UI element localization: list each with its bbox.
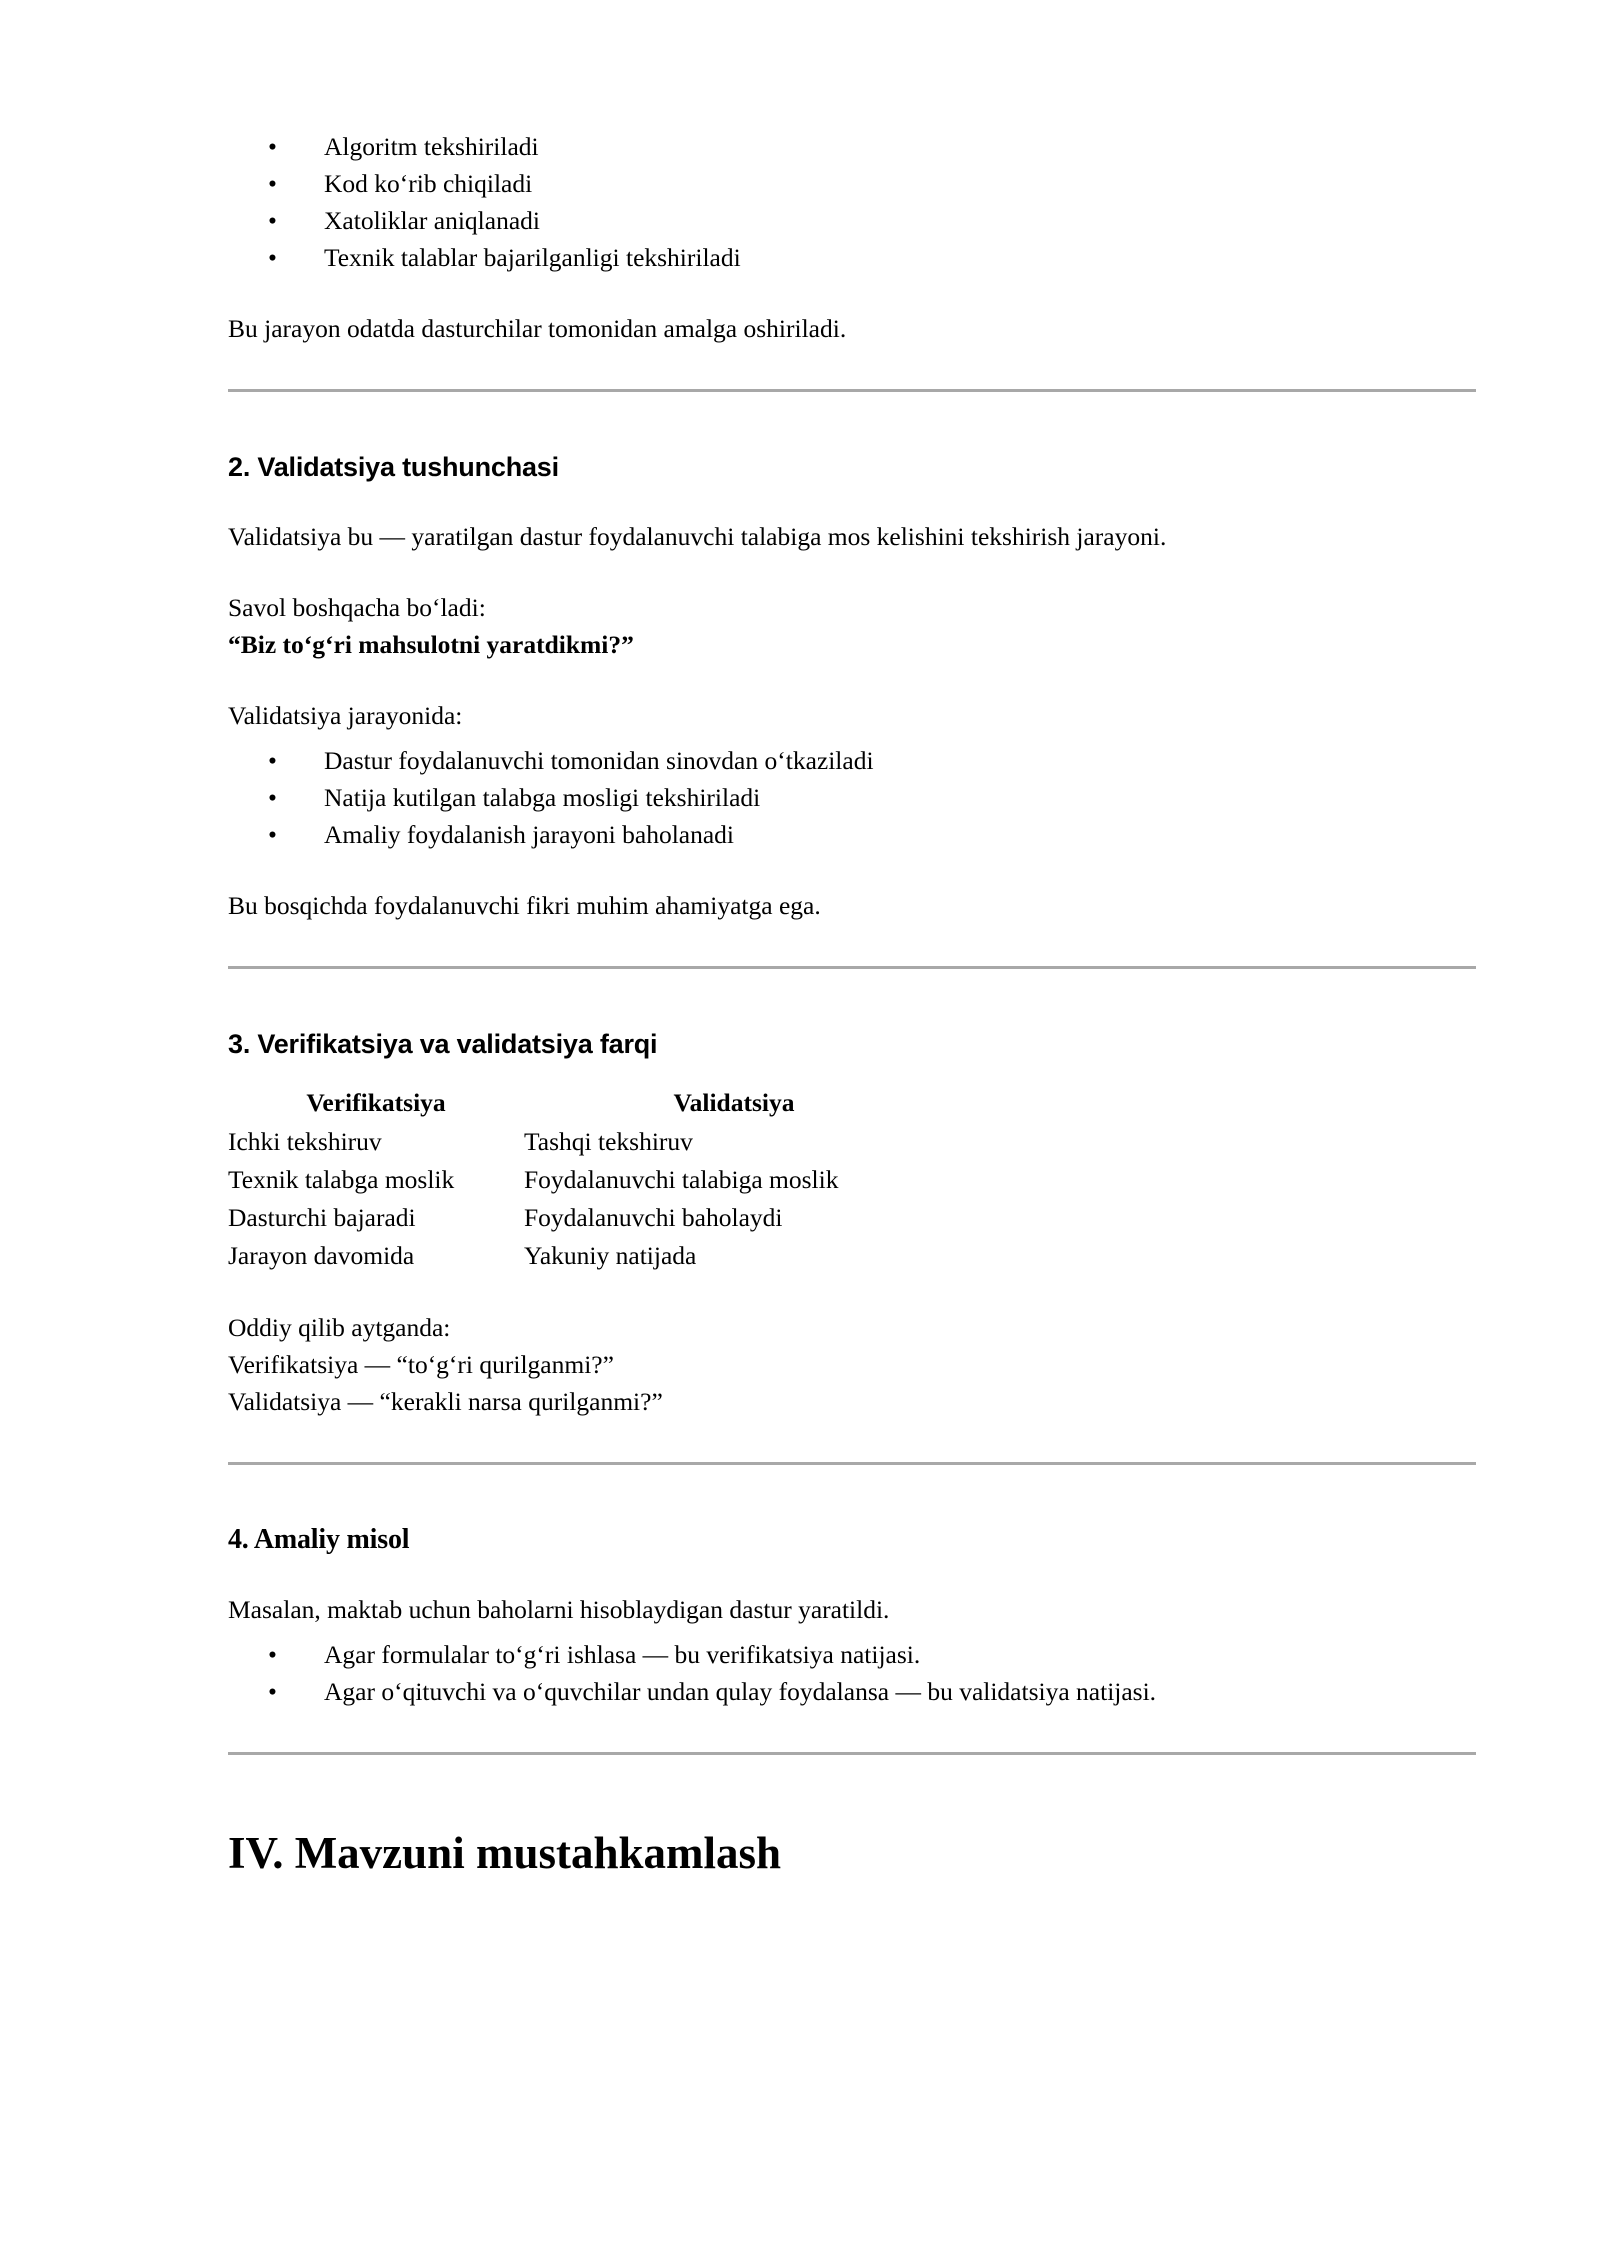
table-header-row (228, 1083, 944, 1123)
section2-bullet-list-block (228, 742, 1476, 853)
bullet-icon: • (268, 1677, 277, 1706)
list-item-label: Xatoliklar aniqlanadi (324, 206, 540, 235)
column-header-verifikatsiya: Verifikatsiya (306, 1088, 446, 1117)
list-item-label: Agar o‘qituvchi va o‘quvchilar undan qulay foydalansa — bu validatsiya natijasi. (324, 1677, 1157, 1706)
list-item-label: Dastur foydalanuvchi tomonidan sinovdan o‘tkaziladi (324, 746, 874, 775)
table-row (228, 1123, 944, 1161)
list-item (228, 1636, 1476, 1673)
section2-question-block (228, 589, 1476, 663)
list-item (228, 128, 1476, 165)
table-cell-verifikatsiya: Dasturchi bajaradi (228, 1203, 416, 1232)
section-divider (228, 1462, 1476, 1465)
section3-summary-line1: Verifikatsiya — “to‘g‘ri qurilganmi?” (228, 1350, 614, 1379)
bullet-icon: • (268, 746, 277, 775)
final-heading: IV. Mavzuni mustahkamlash (228, 1828, 782, 1878)
verification-bullet-list (228, 128, 1476, 276)
list-item (228, 165, 1476, 202)
bullet-icon: • (268, 1640, 277, 1669)
section3-summary-line2: Validatsiya — “kerakli narsa qurilganmi?” (228, 1387, 663, 1416)
example-bullet-list (228, 1636, 1476, 1710)
list-item-label: Agar formulalar to‘g‘ri ishlasa — bu verifikatsiya natijasi. (324, 1640, 921, 1669)
list-item-label: Amaliy foydalanish jarayoni baholanadi (324, 820, 735, 849)
list-item (228, 816, 1476, 853)
table-row (228, 1237, 944, 1275)
table-cell-validatsiya: Yakuniy natijada (524, 1241, 697, 1270)
list-item-label: Texnik talablar bajarilganligi tekshiriladi (324, 243, 741, 272)
comparison-table-body (228, 1123, 944, 1275)
table-cell-validatsiya: Foydalanuvchi talabiga moslik (524, 1165, 839, 1194)
table-cell-verifikatsiya: Jarayon davomida (228, 1241, 415, 1270)
list-item (228, 202, 1476, 239)
section2-question-bold: “Biz to‘g‘ri mahsulotni yaratdikmi?” (228, 630, 634, 659)
list-item (228, 742, 1476, 779)
section-divider-4-block (228, 1752, 1476, 1755)
verification-note-block (228, 310, 1476, 347)
bullet-icon: • (268, 783, 277, 812)
section3-heading: 3. Verifikatsiya va validatsiya farqi (228, 1029, 658, 1059)
section3-heading-block (228, 1027, 1476, 1061)
comparison-table-block (228, 1083, 1476, 1275)
bullet-icon: • (268, 132, 277, 161)
list-item (228, 239, 1476, 276)
section2-closing-block (228, 887, 1476, 924)
bullet-icon: • (268, 169, 277, 198)
comparison-table (228, 1083, 944, 1275)
comparison-table-head (228, 1083, 944, 1123)
table-cell-validatsiya: Foydalanuvchi baholaydi (524, 1203, 783, 1232)
section-divider-2-block (228, 966, 1476, 969)
bullet-icon: • (268, 243, 277, 272)
section-divider (228, 1752, 1476, 1755)
table-cell-validatsiya: Tashqi tekshiruv (524, 1127, 693, 1156)
section2-closing: Bu bosqichda foydalanuvchi fikri muhim ahamiyatga ega. (228, 891, 821, 920)
section3-summary-lead: Oddiy qilib aytganda: (228, 1313, 451, 1342)
section-divider-3-block (228, 1462, 1476, 1465)
verification-note: Bu jarayon odatda dasturchilar tomonidan amalga oshiriladi. (228, 314, 847, 343)
section3-summary-block (228, 1309, 1476, 1420)
section4-heading-block (228, 1523, 1476, 1557)
bullet-icon: • (268, 206, 277, 235)
section-divider-1-block (228, 389, 1476, 392)
section4-intro-block (228, 1591, 1476, 1628)
list-item-label: Algoritm tekshiriladi (324, 132, 539, 161)
document-content (228, 128, 1476, 1881)
table-cell-verifikatsiya: Ichki tekshiruv (228, 1127, 382, 1156)
validation-bullet-list (228, 742, 1476, 853)
list-item (228, 779, 1476, 816)
bullet-icon: • (268, 820, 277, 849)
table-cell-verifikatsiya: Texnik talabga moslik (228, 1165, 455, 1194)
list-item (228, 1673, 1476, 1710)
section4-intro: Masalan, maktab uchun baholarni hisoblaydigan dastur yaratildi. (228, 1595, 890, 1624)
section2-definition-block (228, 518, 1476, 555)
list-item-label: Natija kutilgan talabga mosligi tekshiriladi (324, 783, 761, 812)
section4-heading: 4. Amaliy misol (228, 1524, 410, 1555)
list-item-label: Kod ko‘rib chiqiladi (324, 169, 533, 198)
section2-heading-block (228, 450, 1476, 484)
section4-bullet-list-block (228, 1636, 1476, 1710)
section2-process-lead: Validatsiya jarayonida: (228, 701, 463, 730)
section-divider (228, 389, 1476, 392)
section2-heading: 2. Validatsiya tushunchasi (228, 452, 559, 482)
column-header-validatsiya: Validatsiya (673, 1088, 795, 1117)
table-row (228, 1161, 944, 1199)
final-heading-block (228, 1825, 1476, 1881)
section2-process-lead-block (228, 697, 1476, 734)
section2-definition: Validatsiya bu — yaratilgan dastur foydalanuvchi talabiga mos kelishini tekshirish jarayoni. (228, 522, 1167, 551)
section2-question-lead: Savol boshqacha bo‘ladi: (228, 593, 486, 622)
table-row (228, 1199, 944, 1237)
section-divider (228, 966, 1476, 969)
